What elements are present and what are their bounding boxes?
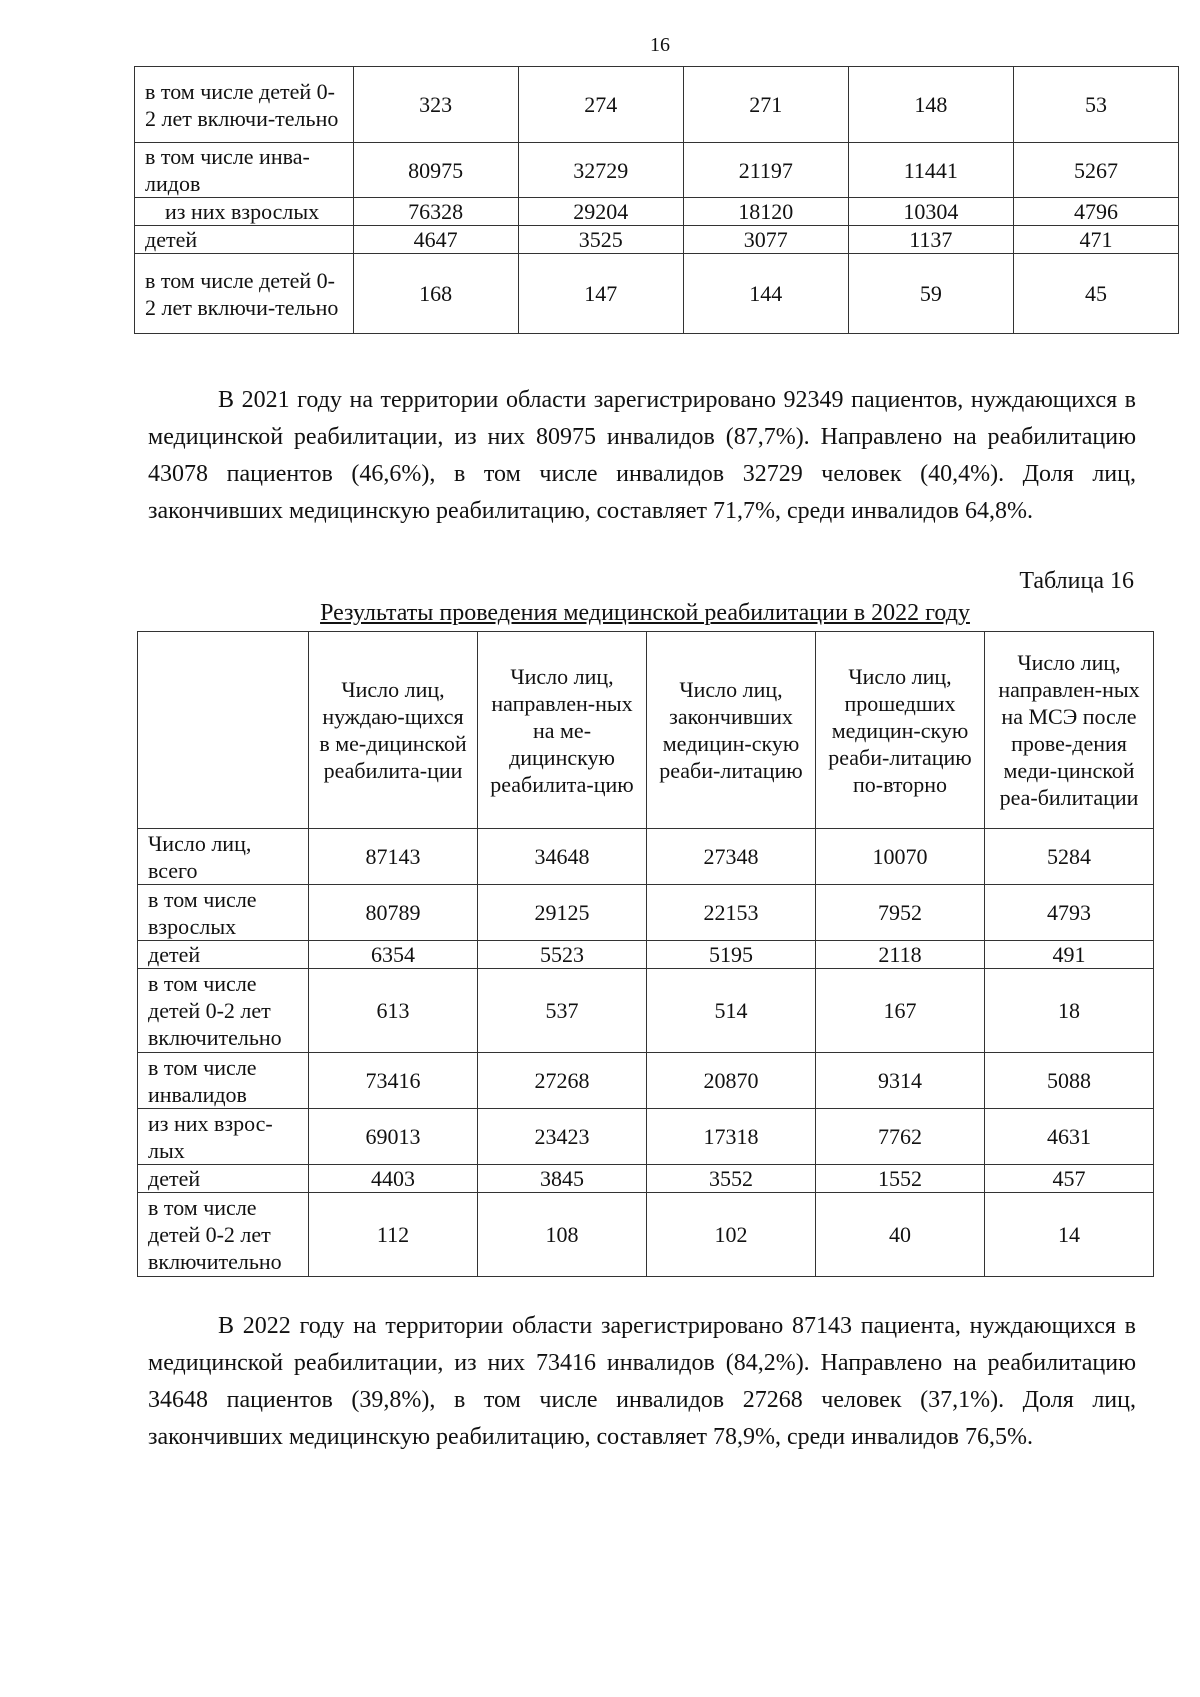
table-row	[138, 1053, 1154, 1109]
table-cell: 34648	[478, 829, 647, 885]
table-cell: 613	[309, 969, 478, 1053]
table-cell: 491	[985, 941, 1154, 969]
table-row	[135, 67, 1179, 143]
table-row	[135, 254, 1179, 334]
table-row	[138, 969, 1154, 1053]
page-number: 16	[650, 34, 670, 56]
paragraph-2022-text: В 2022 году на территории области зарегистрировано 87143 пациента, нуждающихся в медицинской реабилитации, из них 73416 инвалидов (84,2%). Направлено на реабилитацию 34648 пациентов (39,8%), в том числе инвалидов 27268 человек (37,1%). Доля лиц, закончивших медицинскую реабилитацию, составляет 78,9%, среди инвалидов 76,5%.	[148, 1313, 1136, 1450]
table-cell: 7952	[816, 885, 985, 941]
table-cell: 108	[478, 1193, 647, 1277]
table-cell: 17318	[647, 1109, 816, 1165]
table-cell: 59	[848, 254, 1013, 334]
header-cell: Число лиц, направлен-ных на ме-дицинскую реабилита-цию	[478, 632, 647, 829]
table-cell: 45	[1013, 254, 1178, 334]
table-cell: 271	[683, 67, 848, 143]
table-cell: 5523	[478, 941, 647, 969]
table-cell: 11441	[848, 143, 1013, 198]
table-cell: 80789	[309, 885, 478, 941]
table-cell: 22153	[647, 885, 816, 941]
row-label: из них взрос-лых	[138, 1109, 309, 1165]
row-label: в том числе детей 0-2 лет включительно	[138, 1193, 309, 1277]
table-cell: 144	[683, 254, 848, 334]
table-header	[138, 632, 1154, 829]
table-cell: 87143	[309, 829, 478, 885]
table-cell: 323	[353, 67, 518, 143]
row-label: в том числе инвалидов	[138, 1053, 309, 1109]
table-cell: 80975	[353, 143, 518, 198]
row-label: детей	[138, 1165, 309, 1193]
paragraph-2022	[148, 1308, 1136, 1456]
table-cell: 20870	[647, 1053, 816, 1109]
header-row	[138, 632, 1154, 829]
table-row	[135, 198, 1179, 226]
table-cell: 1137	[848, 226, 1013, 254]
table-cell: 147	[518, 254, 683, 334]
rehabilitation-results-table	[137, 631, 1154, 1277]
table-cell: 29204	[518, 198, 683, 226]
row-label: Число лиц, всего	[138, 829, 309, 885]
table-cell: 10304	[848, 198, 1013, 226]
table-cell: 9314	[816, 1053, 985, 1109]
continuation-table-body	[135, 67, 1179, 334]
table-cell: 1552	[816, 1165, 985, 1193]
table-row	[135, 226, 1179, 254]
table-cell: 76328	[353, 198, 518, 226]
row-label: из них взрослых	[135, 198, 354, 226]
row-label: в том числе детей 0-2 лет включи-тельно	[135, 254, 354, 334]
header-cell: Число лиц, закончивших медицин-скую реаби-литацию	[647, 632, 816, 829]
paragraph-2021	[148, 382, 1136, 530]
table-cell: 5088	[985, 1053, 1154, 1109]
table-cell: 4631	[985, 1109, 1154, 1165]
table-cell: 471	[1013, 226, 1178, 254]
table-cell: 168	[353, 254, 518, 334]
table-row	[138, 829, 1154, 885]
table-cell: 5195	[647, 941, 816, 969]
table-row	[138, 885, 1154, 941]
table-cell: 5284	[985, 829, 1154, 885]
table-cell: 457	[985, 1165, 1154, 1193]
table-cell: 27268	[478, 1053, 647, 1109]
table-number-label: Таблица 16	[1019, 568, 1134, 594]
table-cell: 53	[1013, 67, 1178, 143]
table-row	[138, 941, 1154, 969]
row-label: детей	[135, 226, 354, 254]
table-cell: 32729	[518, 143, 683, 198]
table-cell: 7762	[816, 1109, 985, 1165]
table-cell: 514	[647, 969, 816, 1053]
table-cell: 274	[518, 67, 683, 143]
table-cell: 27348	[647, 829, 816, 885]
table-row	[138, 1165, 1154, 1193]
row-label: в том числе детей 0-2 лет включи-тельно	[135, 67, 354, 143]
continuation-table	[134, 66, 1179, 334]
table-cell: 18	[985, 969, 1154, 1053]
row-label: в том числе взрослых	[138, 885, 309, 941]
table-cell: 29125	[478, 885, 647, 941]
table-cell: 3077	[683, 226, 848, 254]
header-cell: Число лиц, нуждаю-щихся в ме-дицинской реабилита-ции	[309, 632, 478, 829]
table-cell: 3845	[478, 1165, 647, 1193]
header-cell	[138, 632, 309, 829]
table-cell: 14	[985, 1193, 1154, 1277]
row-label: детей	[138, 941, 309, 969]
table-cell: 148	[848, 67, 1013, 143]
table-cell: 4793	[985, 885, 1154, 941]
table-cell: 4796	[1013, 198, 1178, 226]
table-cell: 6354	[309, 941, 478, 969]
row-label: в том числе детей 0-2 лет включительно	[138, 969, 309, 1053]
table-cell: 5267	[1013, 143, 1178, 198]
table-cell: 23423	[478, 1109, 647, 1165]
table-cell: 167	[816, 969, 985, 1053]
table-cell: 2118	[816, 941, 985, 969]
paragraph-2021-text: В 2021 году на территории области зарегистрировано 92349 пациентов, нуждающихся в медицинской реабилитации, из них 80975 инвалидов (87,7%). Направлено на реабилитацию 43078 пациентов (46,6%), в том числе инвалидов 32729 человек (40,4%). Доля лиц, закончивших медицинскую реабилитацию, составляет 71,7%, среди инвалидов 64,8%.	[148, 387, 1136, 524]
row-label: в том числе инва-лидов	[135, 143, 354, 198]
table-cell: 10070	[816, 829, 985, 885]
table-cell: 102	[647, 1193, 816, 1277]
table-cell: 4403	[309, 1165, 478, 1193]
table-cell: 18120	[683, 198, 848, 226]
table-body	[138, 829, 1154, 1277]
table-cell: 112	[309, 1193, 478, 1277]
table-row	[135, 143, 1179, 198]
table-cell: 3552	[647, 1165, 816, 1193]
table-cell: 4647	[353, 226, 518, 254]
table-cell: 40	[816, 1193, 985, 1277]
table-row	[138, 1193, 1154, 1277]
table-cell: 73416	[309, 1053, 478, 1109]
table-row	[138, 1109, 1154, 1165]
header-cell: Число лиц, прошедших медицин-скую реаби-литацию по-вторно	[816, 632, 985, 829]
table-cell: 21197	[683, 143, 848, 198]
table-cell: 69013	[309, 1109, 478, 1165]
table-cell: 537	[478, 969, 647, 1053]
table-title: Результаты проведения медицинской реабилитации в 2022 году	[320, 600, 970, 626]
header-cell: Число лиц, направлен-ных на МСЭ после прове-дения меди-цинской реа-билитации	[985, 632, 1154, 829]
table-cell: 3525	[518, 226, 683, 254]
